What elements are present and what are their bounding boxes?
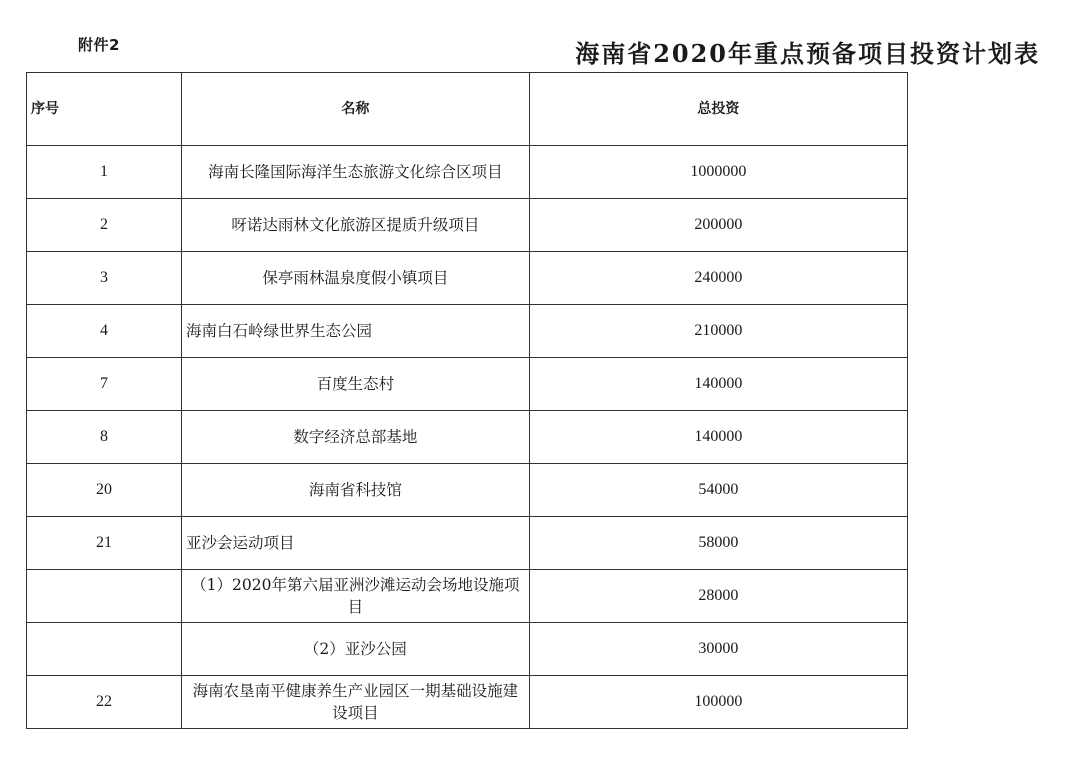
row-investment: 58000: [529, 517, 907, 570]
row-name: 百度生态村: [181, 358, 529, 411]
table-row: [27, 199, 908, 252]
table-body: [27, 146, 908, 729]
row-seq: 22: [27, 676, 182, 729]
row-investment: 54000: [529, 464, 907, 517]
investment-plan-table: [26, 72, 908, 729]
row-investment: 200000: [529, 199, 907, 252]
table-row: [27, 464, 908, 517]
attachment-label: 附件2: [78, 36, 120, 54]
header-seq: 序号: [27, 73, 182, 146]
row-investment: 1000000: [529, 146, 907, 199]
row-seq: [27, 570, 182, 623]
document-title: 海南省2020年重点预备项目投资计划表: [575, 39, 1040, 68]
header-name: 名称: [181, 73, 529, 146]
row-name: 海南农垦南平健康养生产业园区一期基础设施建设项目: [181, 676, 529, 729]
row-seq: 3: [27, 252, 182, 305]
table-row: [27, 252, 908, 305]
row-seq: 8: [27, 411, 182, 464]
row-name: 数字经济总部基地: [181, 411, 529, 464]
row-seq: 7: [27, 358, 182, 411]
table-row: [27, 146, 908, 199]
table-row: [27, 305, 908, 358]
row-name: 亚沙会运动项目: [181, 517, 529, 570]
table-row: [27, 623, 908, 676]
row-name: （2）亚沙公园: [181, 623, 529, 676]
row-name: 呀诺达雨林文化旅游区提质升级项目: [181, 199, 529, 252]
row-name: 保亭雨林温泉度假小镇项目: [181, 252, 529, 305]
row-name: （1）2020年第六届亚洲沙滩运动会场地设施项目: [181, 570, 529, 623]
row-seq: 20: [27, 464, 182, 517]
row-seq: 1: [27, 146, 182, 199]
row-investment: 140000: [529, 358, 907, 411]
header-row: [27, 73, 908, 146]
row-investment: 240000: [529, 252, 907, 305]
row-investment: 30000: [529, 623, 907, 676]
row-seq: 4: [27, 305, 182, 358]
table-row: [27, 411, 908, 464]
table-row: [27, 517, 908, 570]
row-investment: 100000: [529, 676, 907, 729]
row-name: 海南省科技馆: [181, 464, 529, 517]
table-row: [27, 358, 908, 411]
row-name: 海南白石岭绿世界生态公园: [181, 305, 529, 358]
row-seq: 2: [27, 199, 182, 252]
row-investment: 140000: [529, 411, 907, 464]
row-investment: 210000: [529, 305, 907, 358]
table-header: [27, 73, 908, 146]
row-seq: 21: [27, 517, 182, 570]
row-name: 海南长隆国际海洋生态旅游文化综合区项目: [181, 146, 529, 199]
table-row: [27, 570, 908, 623]
row-investment: 28000: [529, 570, 907, 623]
table-row: [27, 676, 908, 729]
header-investment: 总投资: [529, 73, 907, 146]
row-seq: [27, 623, 182, 676]
